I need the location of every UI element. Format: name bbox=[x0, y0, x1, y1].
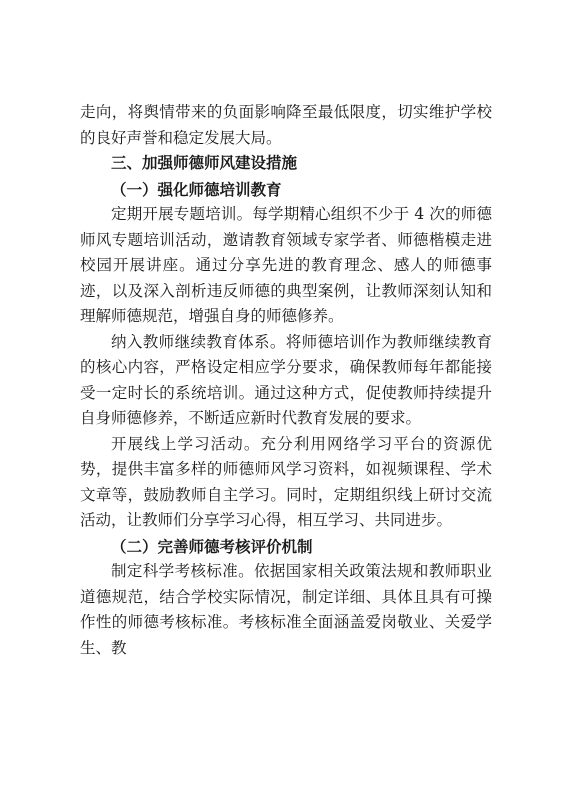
document-body bbox=[80, 100, 492, 661]
paragraph: 定期开展专题培训。每学期精心组织不少于 4 次的师德师风专题培训活动，邀请教育领域专家学者、师德楷模走进校园开展讲座。通过分享先进的教育理念、感人的师德事迹，以及深入剖析违反师德的典型案例，让教师深刻认知和理解师德规范，增强自身的师德修养。 bbox=[80, 205, 492, 325]
paragraph: 开展线上学习活动。充分利用网络学习平台的资源优势，提供丰富多样的师德师风学习资料，如视频课程、学术文章等，鼓励教师自主学习。同时，定期组织线上研讨交流活动，让教师们分享学习心得，相互学习、共同进步。 bbox=[80, 434, 492, 529]
paragraph: 纳入教师继续教育体系。将师德培训作为教师继续教育的核心内容，严格设定相应学分要求，确保教师每年都能接受一定时长的系统培训。通过这种方式，促使教师持续提升自身师德修养，不断适应新时代教育发展的要求。 bbox=[80, 332, 492, 427]
subsection-heading: （二）完善师德考核评价机制 bbox=[111, 536, 313, 556]
section-heading: 三、加强师德师风建设措施 bbox=[111, 154, 298, 172]
paragraph-continued: 走向，将舆情带来的负面影响降至最低限度，切实维护学校的良好声誉和稳定发展大局。 bbox=[80, 103, 492, 147]
subsection-heading: （一）强化师德培训教育 bbox=[111, 179, 282, 199]
paragraph: 制定科学考核标准。依据国家相关政策法规和教师职业道德规范，结合学校实际情况，制定详细、具体且具有可操作性的师德考核标准。考核标准全面涵盖爱岗敬业、关爱学生、教 bbox=[80, 562, 492, 657]
